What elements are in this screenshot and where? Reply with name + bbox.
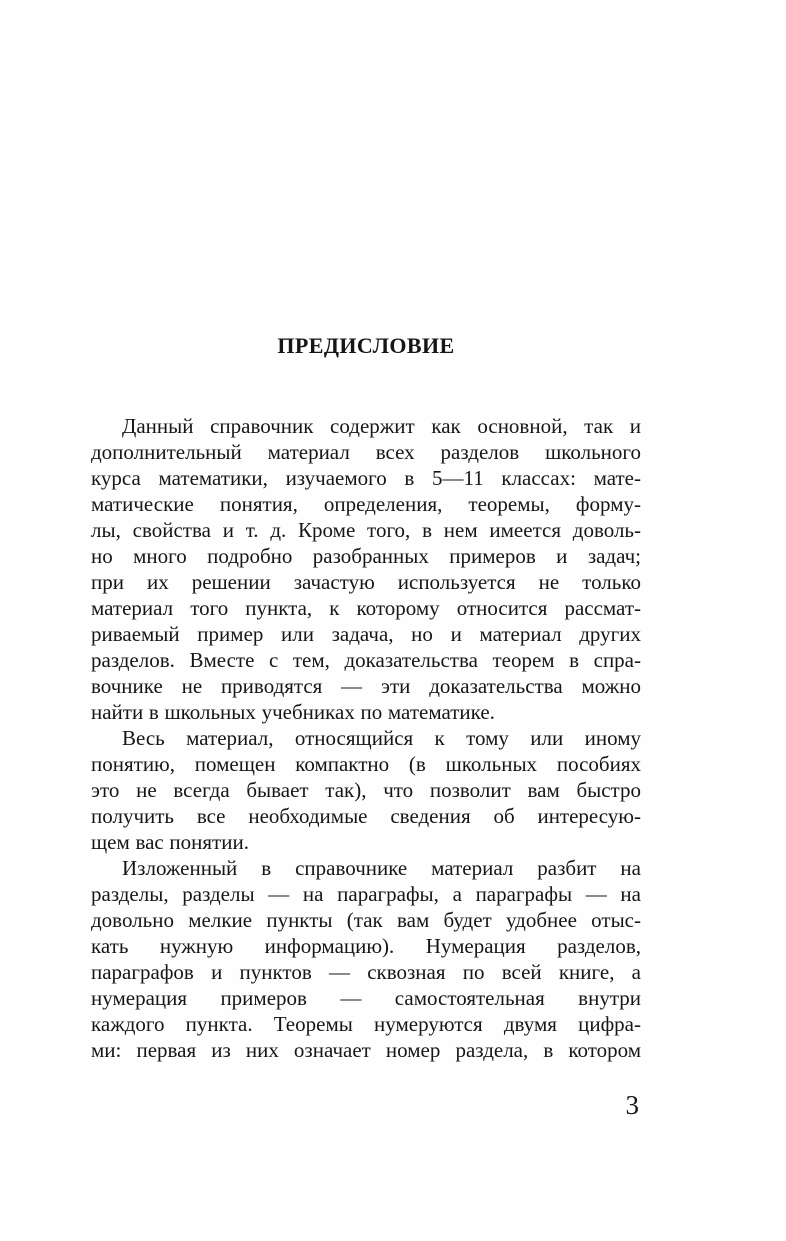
text-line: вочнике не приводятся — эти доказательства можно — [91, 674, 641, 698]
page-number: 3 — [625, 1090, 639, 1120]
text-line: ми: первая из них означает номер раздела, в котором — [91, 1038, 641, 1062]
paragraph — [91, 725, 641, 855]
text-line: риваемый пример или задача, но и материал других — [91, 622, 641, 646]
text-line: довольно мелкие пункты (так вам будет удобнее отыс- — [91, 908, 641, 932]
paragraph — [91, 413, 641, 725]
text-line: разделов. Вместе с тем, доказательства теорем в спра- — [91, 648, 641, 672]
text-line: это не всегда бывает так), что позволит вам быстро — [91, 778, 641, 802]
text-line: Данный справочник содержит как основной, так и — [122, 414, 641, 438]
text-line: но много подробно разобранных примеров и задач; — [91, 544, 641, 568]
text-line: материал того пункта, к которому относится рассмат- — [91, 596, 641, 620]
text-line: кать нужную информацию). Нумерация разделов, — [91, 934, 641, 958]
preface-text — [91, 413, 641, 1063]
text-line: Весь материал, относящийся к тому или иному — [122, 726, 641, 750]
paragraph — [91, 855, 641, 1063]
text-line: нумерация примеров — самостоятельная внутри — [91, 986, 641, 1010]
text-line: получить все необходимые сведения об интересую- — [91, 804, 641, 828]
text-line: курса математики, изучаемого в 5—11 классах: мате- — [91, 466, 641, 490]
text-line: дополнительный материал всех разделов школьного — [91, 440, 641, 464]
text-line: лы, свойства и т. д. Кроме того, в нем имеется доволь- — [91, 518, 641, 542]
page-title: ПРЕДИСЛОВИЕ — [277, 333, 455, 358]
text-line: щем вас понятии. — [91, 830, 249, 854]
text-line: при их решении зачастую используется не только — [91, 570, 641, 594]
text-line: Изложенный в справочнике материал разбит на — [122, 856, 641, 880]
text-line: каждого пункта. Теоремы нумеруются двумя цифра- — [91, 1012, 641, 1036]
text-line: разделы, разделы — на параграфы, а параграфы — на — [91, 882, 641, 906]
text-line: параграфов и пунктов — сквозная по всей книге, а — [91, 960, 641, 984]
text-line: понятию, помещен компактно (в школьных пособиях — [91, 752, 641, 776]
text-line: найти в школьных учебниках по математике. — [91, 700, 495, 724]
text-line: матические понятия, определения, теоремы, форму- — [91, 492, 641, 516]
